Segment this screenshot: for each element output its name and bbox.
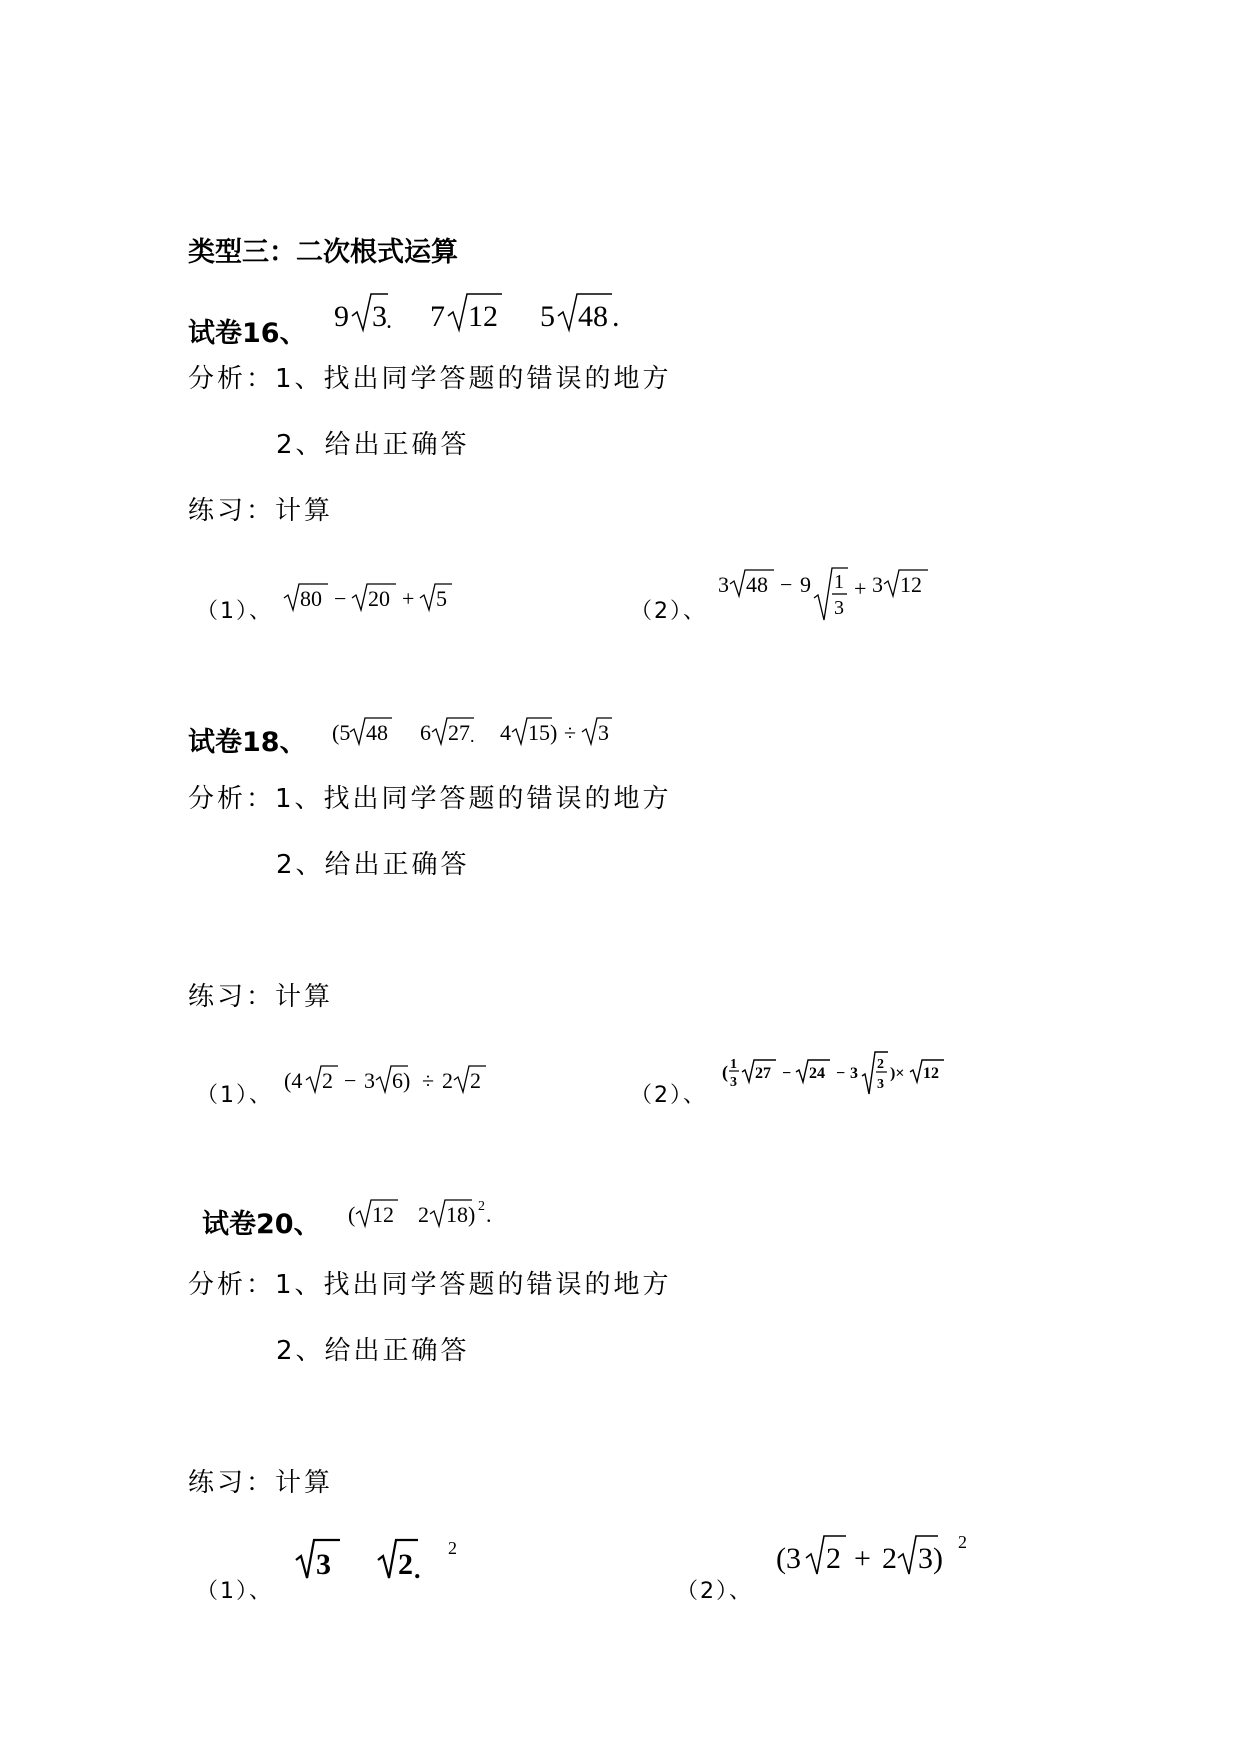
svg-text:24: 24 [809,1065,825,1082]
svg-text:−: − [780,572,793,597]
svg-text:3: 3 [364,1068,375,1093]
svg-text:.: . [486,1202,492,1227]
svg-text:2: 2 [877,1057,884,1072]
svg-text:3: 3 [850,1065,858,1082]
svg-text:3: 3 [872,572,883,597]
svg-text:.: . [386,308,392,334]
svg-text:2: 2 [448,1538,457,1558]
svg-text:1: 1 [834,571,844,593]
svg-text:3: 3 [834,597,844,619]
svg-text:−: − [836,1065,846,1082]
coef-9: 9 [334,300,349,333]
paper-16-item-2-expression [716,566,936,626]
paper-20-analysis-2: 2、给出正确答 [276,1336,470,1366]
svg-text:−: − [334,586,347,611]
svg-text:2: 2 [418,1202,429,1227]
svg-text:(3: (3 [776,1542,801,1575]
paper-16-practice-title: 练习：计算 [188,496,334,526]
svg-text:+: + [402,586,415,611]
paper-18-practice-title: 练习：计算 [188,982,334,1012]
svg-text:6: 6 [420,720,431,745]
svg-text:−: − [782,1065,792,1082]
svg-text:80: 80 [300,586,322,611]
radicand-12: 12 [468,300,498,333]
paper-20-expression [346,1192,526,1232]
svg-text:3: 3 [718,572,729,597]
paper-18-analysis-1: 分析：1、找出同学答题的错误的地方 [188,784,672,814]
coef-5: 5 [540,300,555,333]
paper-18-item-1-expression [282,1062,502,1098]
svg-text:4: 4 [500,720,511,745]
paper-18-expression [330,712,630,752]
svg-text:12: 12 [923,1065,939,1082]
paper-16-item-1-label: （1）、 [196,599,273,624]
svg-text:2: 2 [478,1199,485,1214]
paper-16-item-1-expression [282,580,462,614]
paper-18-analysis-2: 2、给出正确答 [276,850,470,880]
svg-text:3: 3 [316,1548,331,1581]
svg-text:÷: ÷ [422,1068,435,1093]
svg-text:2: 2 [442,1068,453,1093]
paper-16-label: 试卷16、 [188,318,307,349]
paper-18-item-2-expression [722,1050,962,1102]
svg-text:5: 5 [436,586,447,611]
svg-text:15): 15) [528,720,558,745]
svg-text:9: 9 [800,572,811,597]
paper-16-expression [330,288,650,338]
svg-text:(: ( [722,1062,728,1082]
paper-20-item-2-expression [774,1528,994,1584]
paper-16-analysis-1: 分析：1、找出同学答题的错误的地方 [188,364,672,394]
svg-text:12: 12 [900,572,922,597]
svg-text:(4: (4 [284,1068,303,1093]
svg-text:6): 6) [392,1068,411,1093]
paper-20-item-1-label: （1）、 [196,1579,273,1604]
paper-20-item-2-label: （2）、 [676,1579,753,1604]
svg-text:2: 2 [470,1068,481,1093]
svg-text:27: 27 [448,720,470,745]
svg-text:3: 3 [877,1077,884,1092]
svg-text:2: 2 [398,1548,413,1581]
svg-text:3): 3) [918,1542,943,1575]
svg-text:18): 18) [446,1202,476,1227]
svg-text:2: 2 [826,1542,841,1575]
svg-text:3: 3 [598,720,609,745]
svg-text:+: + [854,576,867,601]
svg-text:48: 48 [746,572,768,597]
paper-20-item-1-expression [294,1532,474,1588]
svg-text:2: 2 [958,1532,967,1552]
svg-text:2: 2 [322,1068,333,1093]
paper-20-analysis-1: 分析：1、找出同学答题的错误的地方 [188,1270,672,1300]
svg-text:.: . [612,300,620,333]
paper-16-item-2-label: （2）、 [630,599,707,624]
paper-20-label: 试卷20、 [202,1209,321,1240]
svg-text:÷: ÷ [564,720,577,745]
paper-18-item-1-label: （1）、 [196,1083,273,1108]
svg-text:2: 2 [882,1542,897,1575]
svg-text:+: + [854,1542,871,1575]
radicand-48: 48 [578,300,608,333]
svg-text:)×: )× [890,1065,905,1082]
svg-text:3: 3 [730,1075,737,1090]
paper-16-analysis-2: 2、给出正确答 [276,430,470,460]
paper-18-label: 试卷18、 [188,727,307,758]
svg-text:1: 1 [730,1057,737,1072]
svg-text:12: 12 [372,1202,394,1227]
svg-text:20: 20 [368,586,390,611]
section-title: 类型三：二次根式运算 [188,237,458,268]
svg-text:−: − [344,1068,357,1093]
paper-20-practice-title: 练习：计算 [188,1468,334,1498]
paper-18-item-2-label: （2）、 [630,1083,707,1108]
svg-text:(: ( [348,1202,356,1227]
svg-text:(5: (5 [332,720,351,745]
radicand-3: 3 [372,300,387,333]
svg-text:.: . [414,1555,421,1584]
svg-text:27: 27 [755,1065,771,1082]
coef-7: 7 [430,300,445,333]
svg-text:.: . [470,726,475,746]
svg-text:48: 48 [366,720,388,745]
